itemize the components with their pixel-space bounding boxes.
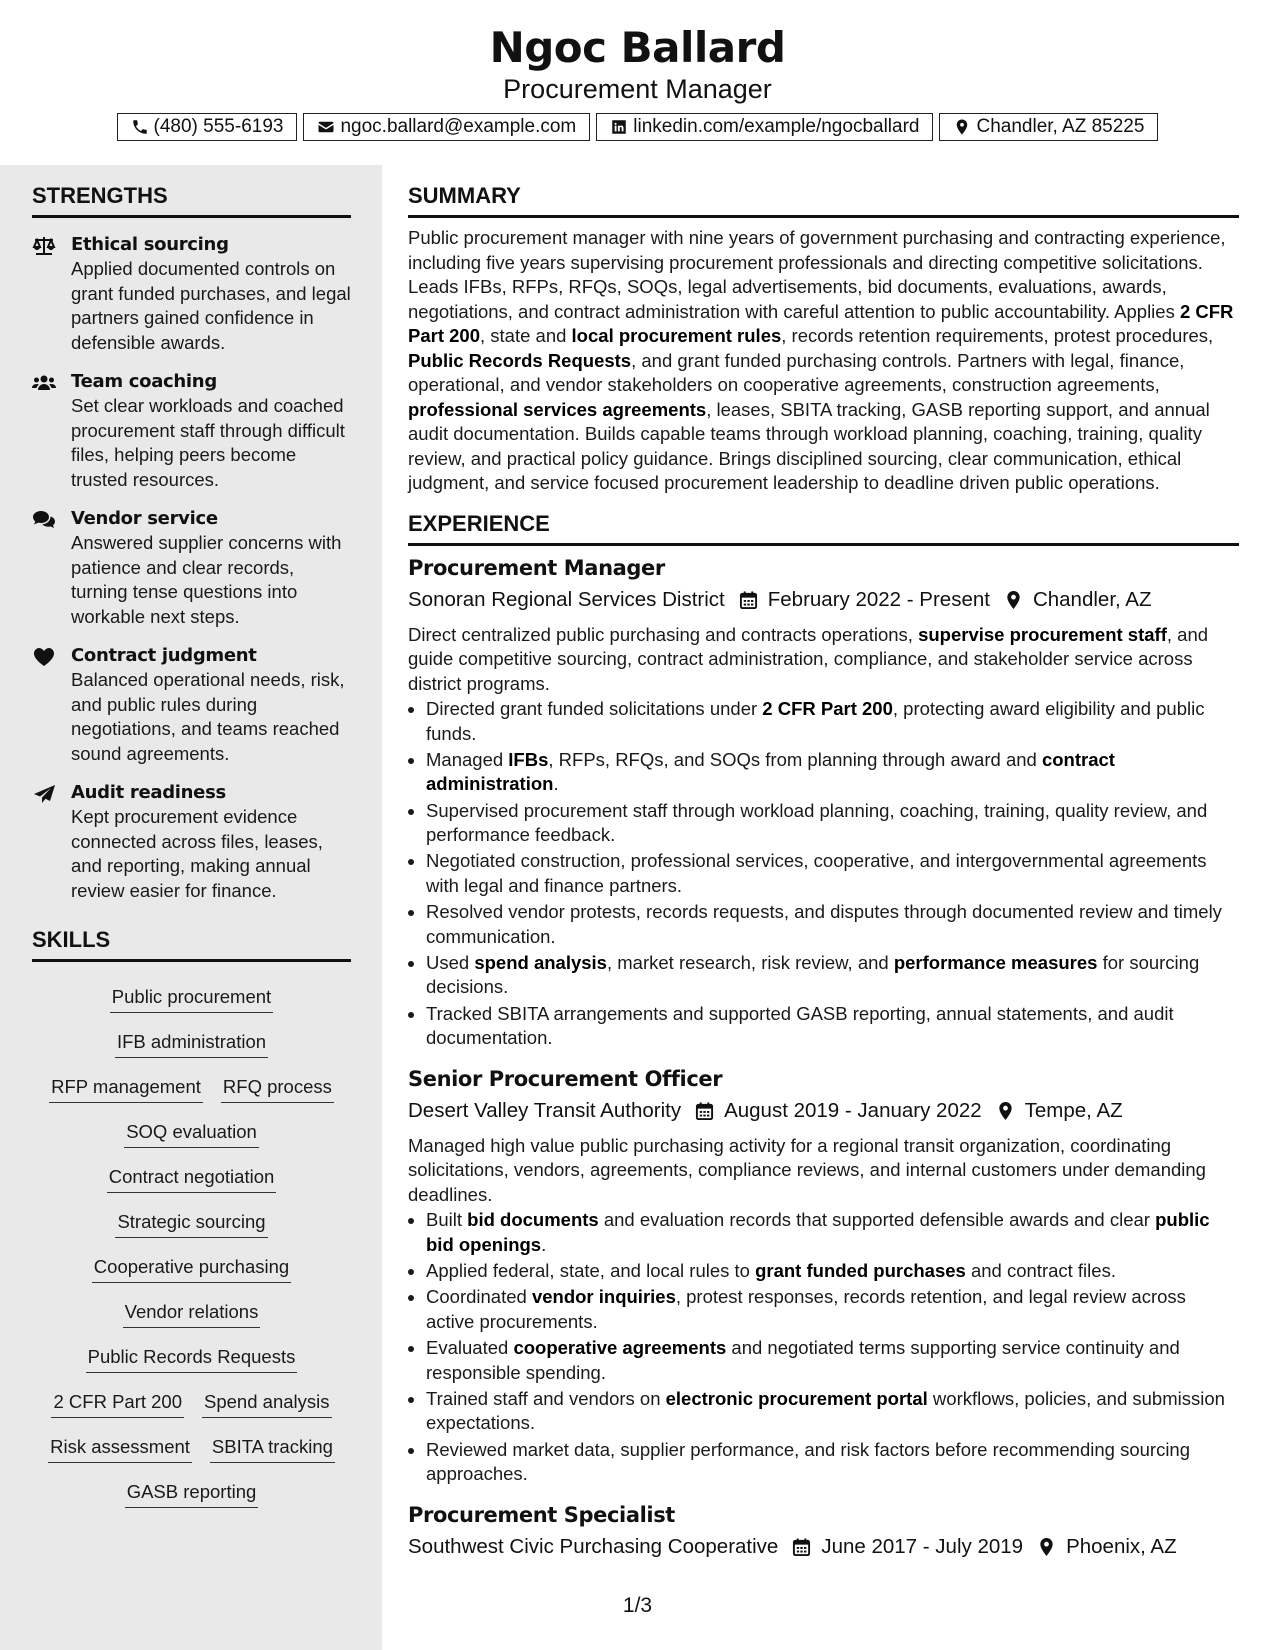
heart-icon	[32, 647, 56, 667]
map-marker-icon	[996, 1101, 1015, 1121]
skill-tag: Contract negotiation	[107, 1165, 277, 1193]
skill-tag: Public Records Requests	[86, 1345, 298, 1373]
strength-name: Vendor service	[71, 508, 218, 529]
bold-keyword: electronic procurement portal	[665, 1387, 928, 1409]
strength-item	[32, 233, 351, 355]
contact-linkedin-text: linkedin.com/example/ngocballard	[633, 116, 920, 137]
job-entry	[408, 1065, 1239, 1487]
job-meta	[408, 1095, 1239, 1127]
strength-desc: Set clear workloads and coached procurement staff through difficult files, helping peers become trusted resources.	[71, 395, 345, 490]
skill-tag: GASB reporting	[125, 1480, 259, 1508]
bold-keyword: contract administration	[426, 748, 1115, 795]
skill-row	[32, 1103, 351, 1148]
skill-tag: Strategic sourcing	[115, 1210, 267, 1238]
experience-heading: EXPERIENCE	[408, 511, 1239, 546]
contact-location-text: Chandler, AZ 85225	[976, 116, 1145, 137]
strength-item	[32, 507, 351, 629]
job-entry	[408, 1501, 1239, 1563]
paper-plane-icon	[32, 784, 56, 804]
strength-name: Team coaching	[71, 371, 217, 392]
skill-row	[32, 1373, 351, 1418]
contact-bar	[0, 113, 1275, 141]
strength-desc: Kept procurement evidence connected across files, leases, and reporting, making annual review easier for finance.	[71, 806, 323, 901]
bold-keyword: public bid openings	[426, 1209, 1210, 1255]
map-marker-icon	[1037, 1537, 1056, 1557]
skill-tag: Public procurement	[110, 985, 273, 1013]
skill-row	[32, 1193, 351, 1238]
strength-name: Ethical sourcing	[71, 234, 229, 255]
skill-row	[32, 1013, 351, 1058]
strength-desc: Balanced operational needs, risk, and public rules during negotiations, and teams reached sound agreements.	[71, 669, 345, 764]
strengths-heading: STRENGTHS	[32, 183, 351, 218]
skill-tag: Vendor relations	[123, 1300, 261, 1328]
bullet-item: • Coordinated vendor inquiries, protest responses, records retention, and legal review across active procurements.	[426, 1285, 1239, 1334]
skills-list	[32, 968, 351, 1508]
skill-row	[32, 1283, 351, 1328]
skill-tag: Cooperative purchasing	[92, 1255, 291, 1283]
strength-name: Contract judgment	[71, 645, 257, 666]
bold-keyword: IFBs	[508, 748, 549, 770]
linkedin-icon	[610, 118, 628, 136]
comments-icon	[32, 510, 56, 530]
job-title: Procurement Specialist	[408, 1502, 675, 1527]
job-org: Desert Valley Transit Authority	[408, 1098, 682, 1122]
bold-keyword: Public Records Requests	[408, 349, 632, 371]
skills-heading: SKILLS	[32, 927, 351, 962]
job-bullets	[408, 697, 1239, 1051]
job-location: Phoenix, AZ	[1066, 1534, 1177, 1558]
job-org: Southwest Civic Purchasing Cooperative	[408, 1534, 779, 1558]
skill-tag: SBITA tracking	[210, 1435, 335, 1463]
skill-tag: Spend analysis	[202, 1390, 331, 1418]
users-icon	[32, 373, 56, 393]
bold-keyword: professional services agreements	[408, 398, 707, 420]
contact-email[interactable]	[303, 113, 590, 141]
strength-item	[32, 644, 351, 766]
bullet-item: • Built bid documents and evaluation records that supported defensible awards and clear public bid openings.	[426, 1208, 1239, 1257]
calendar-icon	[739, 590, 758, 610]
job-org: Sonoran Regional Services District	[408, 587, 725, 611]
strength-desc: Applied documented controls on grant funded purchases, and legal partners gained confidence in defensible awards.	[71, 258, 351, 353]
job-entry	[408, 554, 1239, 1051]
phone-icon	[131, 118, 149, 136]
bullet-item: • Managed IFBs, RFPs, RFQs, and SOQs from planning through award and contract administration.	[426, 748, 1239, 797]
job-title: Senior Procurement Officer	[408, 1066, 723, 1091]
skill-tag: SOQ evaluation	[124, 1120, 259, 1148]
job-description: Direct centralized public purchasing and contracts operations, supervise procurement staff, and guide competitive sourcing, contract administration, compliance, and stakeholder service across district programs.	[408, 623, 1209, 694]
skill-tag: RFP management	[49, 1075, 203, 1103]
summary-text: Public procurement manager with nine years of government purchasing and contracting experience, including five years supervising procurement professionals and directing competitive solicitations. Leads IFBs, RFPs, RFQs, SOQs, legal advertisements, bid documents, evaluations, awards, negotiations, and contract administration with careful attention to public accountability. Applies 2 CFR Part 200, state and local procurement rules, records retention requirements, protest procedures, Public Records Requests, and grant funded purchasing controls. Partners with legal, finance, operational, and vendor stakeholders on cooperative agreements, construction agreements, professional services agreements, leases, SBITA tracking, GASB reporting support, and annual audit documentation. Builds capable teams through workload planning, coaching, training, quality review, and practical policy guidance. Brings disciplined sourcing, clear communication, ethical judgment, and service focused procurement leadership to deadline driven public operations.	[408, 227, 1234, 493]
strength-desc: Answered supplier concerns with patience and clear records, turning tense questions into workable next steps.	[71, 532, 342, 627]
skill-row	[32, 1418, 351, 1463]
bullet-item: • Resolved vendor protests, records requests, and disputes through documented review and timely communication.	[426, 900, 1239, 949]
job-dates: February 2022 - Present	[767, 587, 990, 611]
bullet-item: • Supervised procurement staff through workload planning, coaching, training, quality review, and performance feedback.	[426, 799, 1239, 848]
strength-name: Audit readiness	[71, 782, 226, 803]
bullet-item: • Directed grant funded solicitations under 2 CFR Part 200, protecting award eligibility and public funds.	[426, 697, 1239, 746]
contact-phone[interactable]	[117, 113, 298, 141]
sidebar	[0, 165, 382, 1650]
balance-scale-icon	[32, 236, 56, 256]
bold-keyword: 2 CFR Part 200	[762, 698, 893, 719]
contact-phone-text: (480) 555-6193	[153, 116, 284, 137]
skill-row	[32, 968, 351, 1013]
job-meta	[408, 584, 1239, 616]
skill-tag: Risk assessment	[48, 1435, 192, 1463]
skill-tag: 2 CFR Part 200	[51, 1390, 184, 1418]
calendar-icon	[695, 1101, 714, 1121]
job-title: Procurement Manager	[408, 555, 665, 580]
job-meta	[408, 1531, 1239, 1563]
calendar-icon	[792, 1537, 811, 1557]
candidate-title: Procurement Manager	[503, 74, 772, 104]
bullet-item: • Tracked SBITA arrangements and supported GASB reporting, annual statements, and audit documentation.	[426, 1002, 1239, 1051]
contact-email-text: ngoc.ballard@example.com	[340, 116, 577, 137]
skill-row	[32, 1148, 351, 1193]
contact-linkedin[interactable]	[596, 113, 933, 141]
bold-keyword: cooperative agreements	[513, 1337, 727, 1359]
strength-item	[32, 781, 351, 903]
resume-header	[0, 0, 1275, 165]
bullet-item: • Applied federal, state, and local rules to grant funded purchases and contract files.	[426, 1259, 1239, 1284]
bullet-item: • Used spend analysis, market research, risk review, and performance measures for sourcing decisions.	[426, 951, 1239, 1000]
envelope-icon	[317, 118, 335, 136]
summary-heading: SUMMARY	[408, 183, 1239, 218]
bullet-item: • Negotiated construction, professional services, cooperative, and intergovernmental agreements with legal and finance partners.	[426, 849, 1239, 898]
contact-location[interactable]	[939, 113, 1158, 141]
bullet-item: • Reviewed market data, supplier performance, and risk factors before recommending sourcing approaches.	[426, 1438, 1239, 1487]
job-location: Chandler, AZ	[1032, 587, 1152, 611]
bullet-item: • Trained staff and vendors on electronic procurement portal workflows, policies, and submission expectations.	[426, 1387, 1239, 1436]
bold-keyword: 2 CFR Part 200	[408, 300, 1234, 346]
job-dates: August 2019 - January 2022	[724, 1098, 982, 1122]
job-dates: June 2017 - July 2019	[821, 1534, 1024, 1558]
bold-keyword: local procurement rules	[571, 325, 782, 346]
job-bullets	[408, 1208, 1239, 1486]
skill-tag: IFB administration	[115, 1030, 268, 1058]
main-column	[408, 183, 1239, 1563]
bold-keyword: bid documents	[467, 1209, 599, 1231]
bold-keyword: vendor inquiries	[531, 1286, 676, 1308]
skill-row	[32, 1328, 351, 1373]
skill-row	[32, 1463, 351, 1508]
bold-keyword: supervise procurement staff	[918, 623, 1167, 645]
bullet-item: • Evaluated cooperative agreements and negotiated terms supporting service continuity and responsible spending.	[426, 1336, 1239, 1385]
skill-row	[32, 1238, 351, 1283]
map-marker-icon	[1004, 590, 1023, 610]
map-marker-icon	[953, 118, 971, 136]
bold-keyword: performance measures	[893, 951, 1098, 973]
strength-item	[32, 370, 351, 492]
bold-keyword: grant funded purchases	[755, 1260, 966, 1282]
candidate-name: Ngoc Ballard	[489, 23, 786, 72]
page-number: 1/3	[622, 1594, 653, 1617]
job-description: Managed high value public purchasing activity for a regional transit organization, coordinating solicitations, vendors, agreements, compliance reviews, and internal customers under demanding deadlines.	[408, 1134, 1206, 1205]
skill-row	[32, 1058, 351, 1103]
bold-keyword: spend analysis	[474, 951, 607, 973]
job-location: Tempe, AZ	[1024, 1098, 1123, 1122]
skill-tag: RFQ process	[221, 1075, 334, 1103]
